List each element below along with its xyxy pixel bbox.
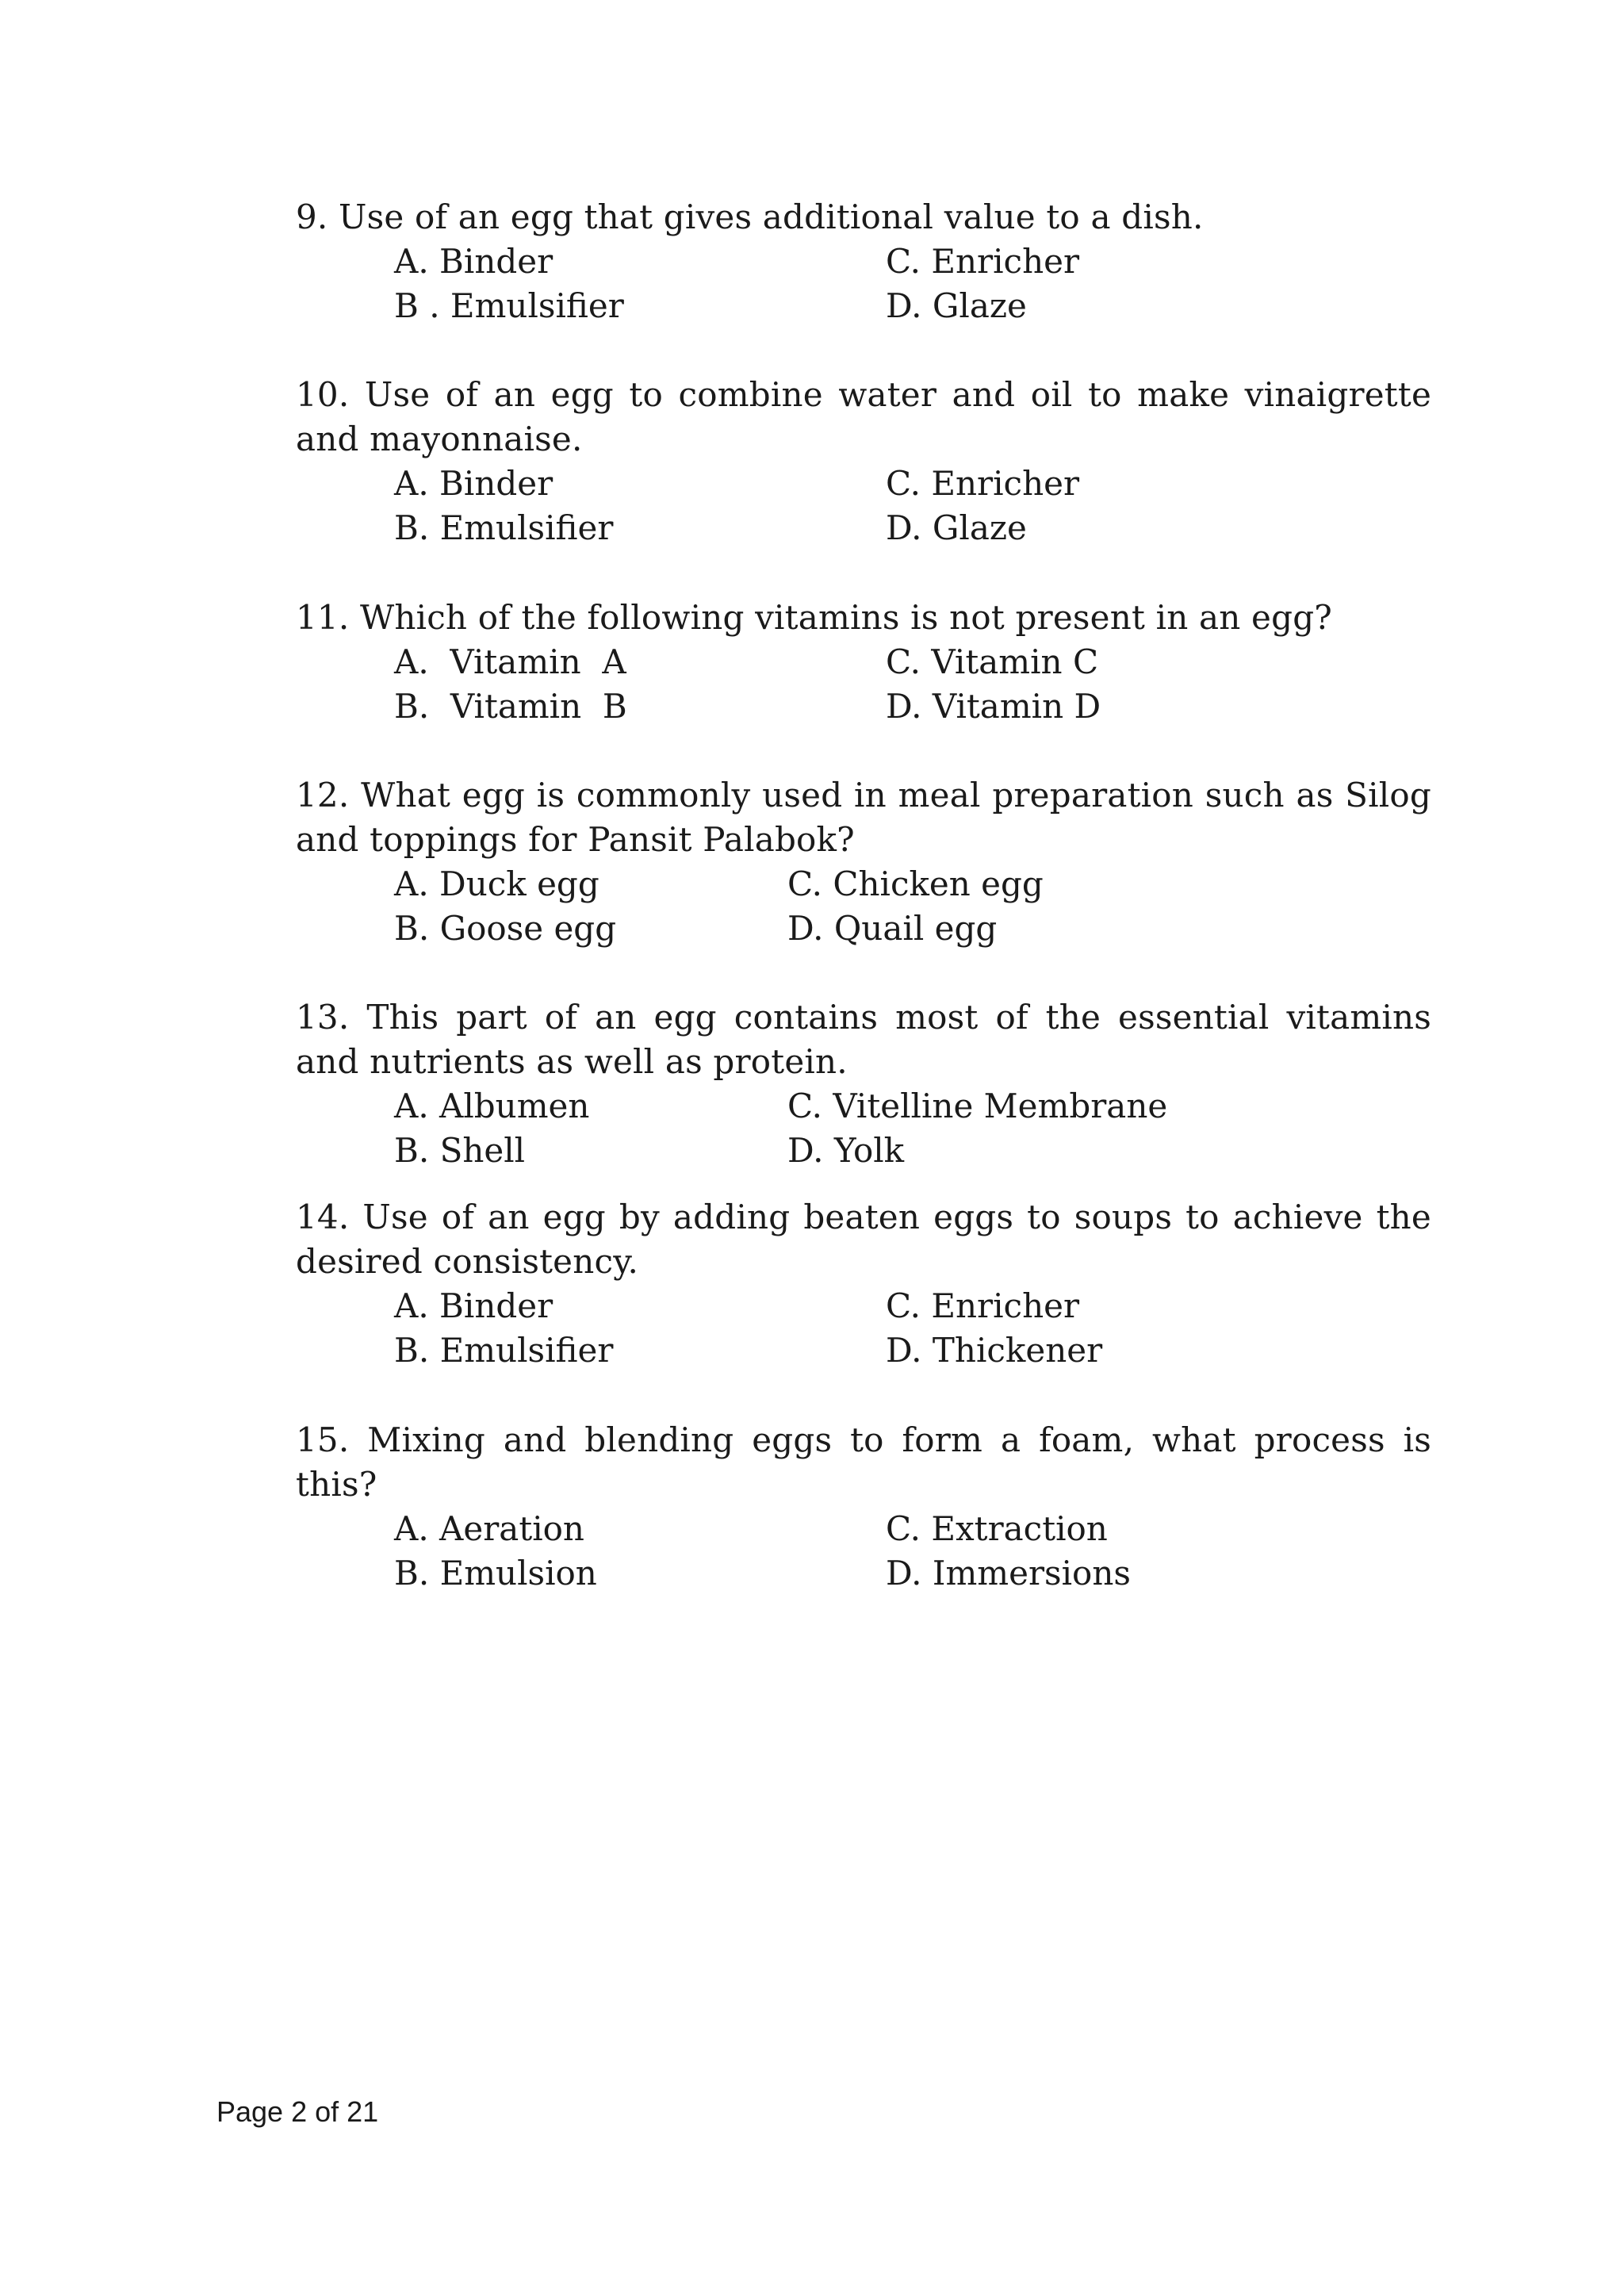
- choice-a: A. Vitamin A: [394, 642, 626, 681]
- question-stem: 15. Mixing and blending eggs to form a foam, what process is this?: [296, 1420, 1431, 1504]
- choice-c: C. Extraction: [886, 1509, 1108, 1548]
- choice-d: D. Vitamin D: [886, 687, 1101, 726]
- choice-d: D. Glaze: [886, 286, 1027, 325]
- choice-d: D. Thickener: [886, 1331, 1103, 1370]
- question-stem: 14. Use of an egg by adding beaten eggs to soups to achieve the desired consistency.: [296, 1198, 1431, 1281]
- choice-d: D. Quail egg: [787, 909, 998, 948]
- answer-choices: [296, 1084, 1431, 1173]
- answer-choices: [296, 1284, 1431, 1373]
- choice-a: A. Binder: [394, 242, 553, 281]
- answer-choices: [296, 862, 1431, 951]
- choice-b: B . Emulsifier: [394, 286, 624, 325]
- choice-d: D. Yolk: [787, 1131, 905, 1170]
- answer-choices: [296, 1507, 1431, 1596]
- choice-b: B. Shell: [394, 1131, 526, 1170]
- choice-a: A. Albumen: [394, 1087, 590, 1125]
- answer-choices: [296, 462, 1431, 550]
- question-stem: 12. What egg is commonly used in meal preparation such as Silog and toppings for Pansit Palabok?: [296, 776, 1431, 859]
- choice-c: C. Enricher: [886, 464, 1080, 503]
- choice-d: D. Glaze: [886, 508, 1027, 547]
- choice-a: A. Aeration: [394, 1509, 584, 1548]
- question-14: [296, 1195, 1431, 1373]
- question-stem: 10. Use of an egg to combine water and oil to make vinaigrette and mayonnaise.: [296, 375, 1431, 458]
- choice-b: B. Goose egg: [394, 909, 617, 948]
- question-stem: 11. Which of the following vitamins is not present in an egg?: [296, 598, 1333, 637]
- question-13: [296, 995, 1431, 1173]
- question-10: [296, 373, 1431, 550]
- choice-c: C. Vitelline Membrane: [787, 1087, 1168, 1125]
- question-stem: 9. Use of an egg that gives additional value to a dish.: [296, 197, 1204, 236]
- answer-choices: [296, 240, 1431, 328]
- choice-c: C. Enricher: [886, 1286, 1080, 1325]
- choice-b: B. Vitamin B: [394, 687, 627, 726]
- choice-c: C. Chicken egg: [787, 864, 1044, 903]
- choice-b: B. Emulsifier: [394, 1331, 614, 1370]
- choice-b: B. Emulsifier: [394, 508, 614, 547]
- choice-d: D. Immersions: [886, 1554, 1131, 1593]
- question-stem: 13. This part of an egg contains most of the essential vitamins and nutrients as well as protein.: [296, 998, 1431, 1081]
- question-12: [296, 773, 1431, 951]
- choice-c: C. Vitamin C: [886, 642, 1099, 681]
- choice-b: B. Emulsion: [394, 1554, 597, 1593]
- question-15: [296, 1418, 1431, 1596]
- choice-c: C. Enricher: [886, 242, 1080, 281]
- choice-a: A. Duck egg: [394, 864, 599, 903]
- question-11: [296, 596, 1431, 729]
- choice-a: A. Binder: [394, 1286, 553, 1325]
- choice-a: A. Binder: [394, 464, 553, 503]
- question-9: [296, 195, 1431, 328]
- page-number-footer: Page 2 of 21: [216, 2095, 379, 2128]
- answer-choices: [296, 640, 1431, 729]
